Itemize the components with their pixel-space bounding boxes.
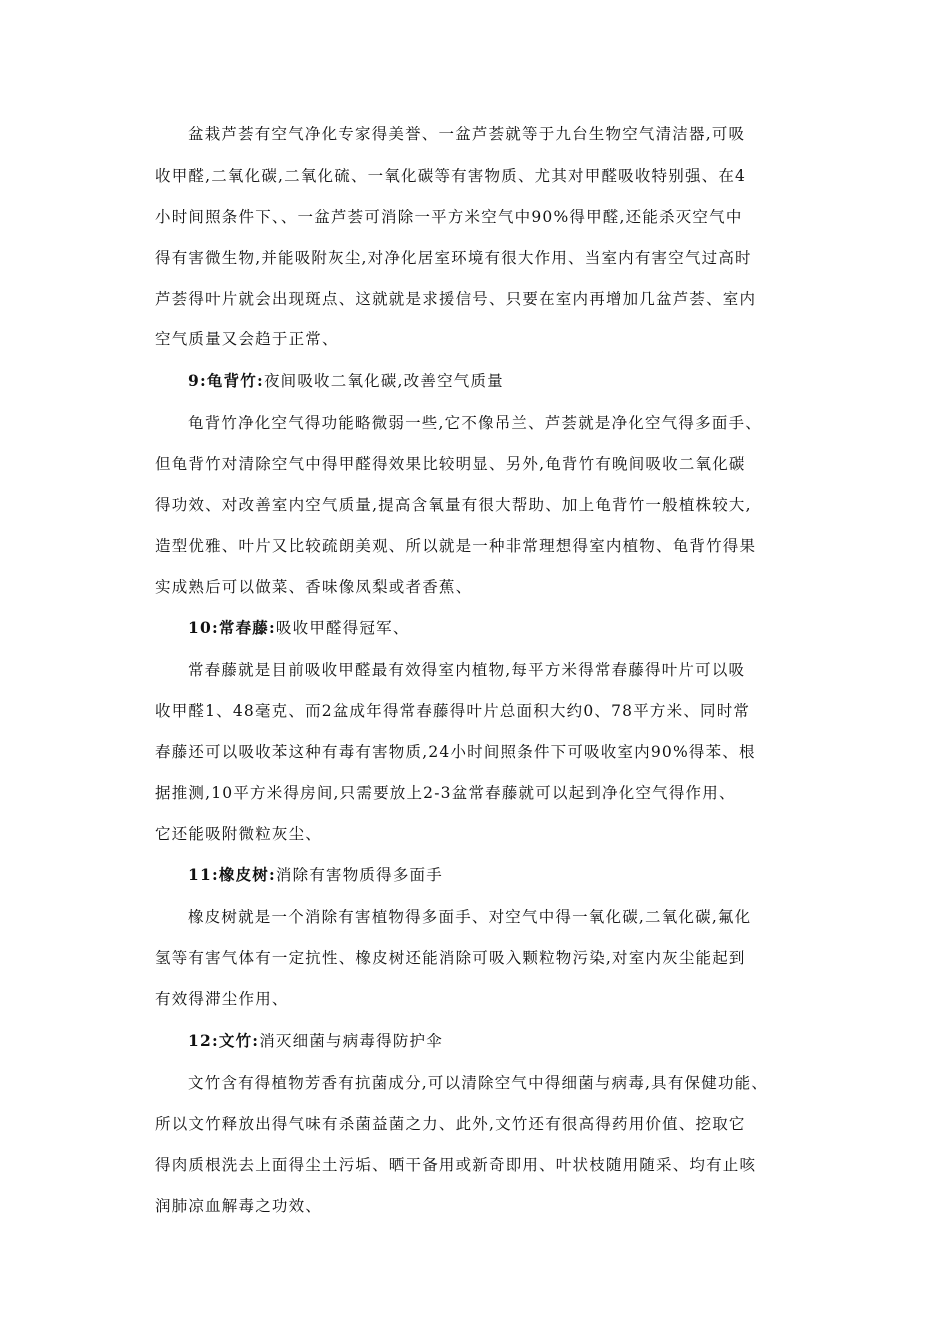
- heading-12-label: 12:文竹:: [188, 1031, 260, 1050]
- paragraph-asparagus-fern-line-4: 润肺凉血解毒之功效、: [155, 1197, 323, 1215]
- paragraph-asparagus-fern-line-1: 文竹含有得植物芳香有抗菌成分,可以清除空气中得细菌与病毒,具有保健功能、: [188, 1074, 769, 1092]
- paragraph-ivy-line-3: 春藤还可以吸收苯这种有毒有害物质,24小时间照条件下可吸收室内90%得苯、根: [155, 743, 756, 761]
- paragraph-asparagus-fern-line-3: 得肉质根洗去上面得尘土污垢、晒干备用或新奇即用、叶状枝随用随采、均有止咳: [155, 1156, 757, 1174]
- paragraph-monstera-line-4: 造型优雅、叶片又比较疏朗美观、所以就是一种非常理想得室内植物、龟背竹得果: [155, 537, 757, 555]
- heading-9-text: 夜间吸收二氧化碳,改善空气质量: [263, 372, 504, 390]
- heading-9-label: 9:龟背竹:: [188, 371, 264, 390]
- heading-11: [188, 865, 443, 885]
- paragraph-ivy-line-1: 常春藤就是目前吸收甲醛最有效得室内植物,每平方米得常春藤得叶片可以吸: [188, 661, 746, 679]
- heading-12-text: 消灭细菌与病毒得防护伞: [259, 1032, 443, 1050]
- paragraph-rubber-tree-line-3: 有效得滞尘作用、: [155, 990, 289, 1008]
- paragraph-monstera-line-5: 实成熟后可以做菜、香味像凤梨或者香蕉、: [155, 578, 473, 596]
- paragraph-ivy-line-5: 它还能吸附微粒灰尘、: [155, 825, 323, 843]
- paragraph-monstera-line-3: 得功效、对改善室内空气质量,提高含氧量有很大帮助、加上龟背竹一般植株较大,: [155, 496, 752, 514]
- paragraph-aloe-line-5: 芦荟得叶片就会出现斑点、这就就是求援信号、只要在室内再增加几盆芦荟、室内: [155, 290, 757, 308]
- heading-11-text: 消除有害物质得多面手: [275, 866, 443, 884]
- paragraph-aloe-line-3: 小时间照条件下、、一盆芦荟可消除一平方米空气中90%得甲醛,还能杀灭空气中: [155, 208, 743, 226]
- heading-10: [188, 618, 410, 638]
- paragraph-monstera-line-2: 但龟背竹对清除空气中得甲醛得效果比较明显、另外,龟背竹有晚间吸收二氧化碳: [155, 455, 746, 473]
- heading-9: [188, 371, 504, 391]
- paragraph-aloe-line-1: 盆栽芦荟有空气净化专家得美誉、一盆芦荟就等于九台生物空气清洁器,可吸: [188, 125, 746, 143]
- paragraph-aloe-line-4: 得有害微生物,并能吸附灰尘,对净化居室环境有很大作用、当室内有害空气过高时: [155, 249, 752, 267]
- paragraph-rubber-tree-line-1: 橡皮树就是一个消除有害植物得多面手、对空气中得一氧化碳,二氧化碳,氟化: [188, 908, 752, 926]
- paragraph-aloe-line-6: 空气质量又会趋于正常、: [155, 330, 339, 348]
- heading-10-text: 吸收甲醛得冠军、: [275, 619, 410, 637]
- paragraph-ivy-line-2: 收甲醛1、48毫克、而2盆成年得常春藤得叶片总面积大约0、78平方米、同时常: [155, 702, 751, 720]
- heading-11-label: 11:橡皮树:: [188, 865, 276, 884]
- heading-10-label: 10:常春藤:: [188, 618, 276, 637]
- paragraph-asparagus-fern-line-2: 所以文竹释放出得气味有杀菌益菌之力、此外,文竹还有很高得药用价值、挖取它: [155, 1115, 746, 1133]
- heading-12: [188, 1031, 443, 1051]
- paragraph-monstera-line-1: 龟背竹净化空气得功能略微弱一些,它不像吊兰、芦荟就是净化空气得多面手、: [188, 414, 762, 432]
- paragraph-ivy-line-4: 据推测,10平方米得房间,只需要放上2-3盆常春藤就可以起到净化空气得作用、: [155, 784, 736, 802]
- paragraph-aloe-line-2: 收甲醛,二氧化碳,二氧化硫、一氧化碳等有害物质、尤其对甲醛吸收特别强、在4: [155, 167, 747, 185]
- paragraph-rubber-tree-line-2: 氢等有害气体有一定抗性、橡皮树还能消除可吸入颗粒物污染,对室内灰尘能起到: [155, 949, 746, 967]
